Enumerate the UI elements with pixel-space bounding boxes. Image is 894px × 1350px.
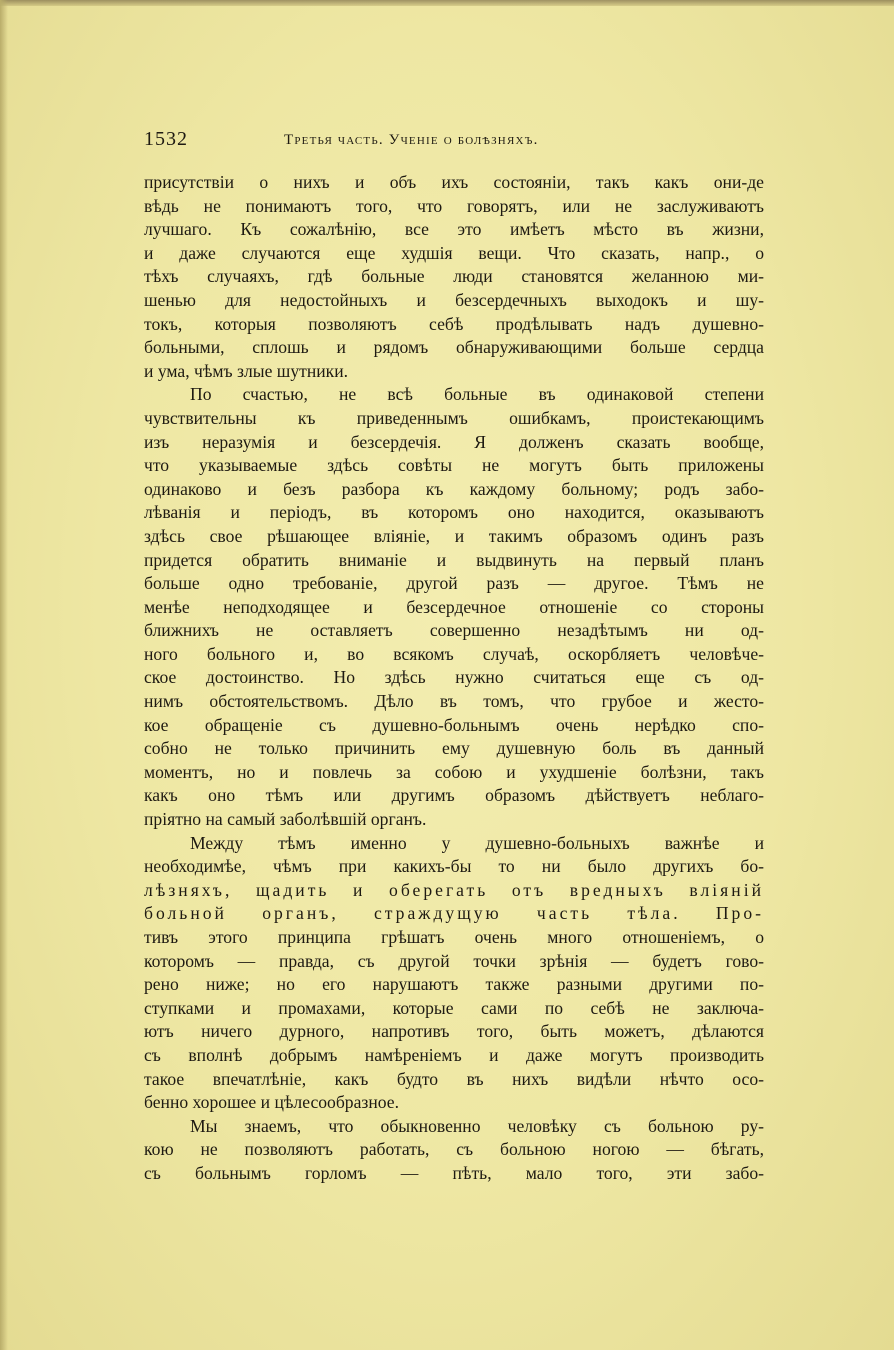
text-line: бенно хорошее и цѣлесообразное. (144, 1092, 399, 1113)
text-line: нимъ обстоятельствомъ. Дѣло въ томъ, что грубое и жесто- (144, 691, 764, 712)
text-line: ного больного и, во всякомъ случаѣ, оскорбляетъ человѣче- (144, 643, 764, 664)
text-line: что указываемые здѣсь совѣты не могутъ быть приложены (144, 455, 764, 476)
paragraph-first-line: По счастью, не всѣ больные въ одинаковой степени (190, 384, 764, 405)
text-line: и ума, чѣмъ злые шутники. (144, 360, 349, 381)
text-line-spaced: лѣзняхъ, щадить и оберегать отъ вредныхъ вліяній (144, 879, 764, 900)
text-line: съ вполнѣ добрымъ намѣреніемъ и даже могутъ производить (144, 1044, 764, 1065)
text-line: одинаково и безъ разбора къ каждому больному; родъ забо- (144, 478, 764, 499)
text-line: необходимѣе, чѣмъ при какихъ-бы то ни было другихъ бо- (144, 856, 764, 877)
text-line: собно не только причинить ему душевную боль въ данный (144, 738, 764, 759)
text-line: лучшаго. Къ сожалѣнію, все это имѣетъ мѣсто въ жизни, (144, 219, 764, 240)
text-line: придется обратить вниманіе и выдвинуть на первый планъ (144, 549, 764, 570)
text-line: менѣе неподходящее и безсердечное отношеніе со стороны (144, 596, 764, 617)
text-line: здѣсь свое рѣшающее вліяніе, и такимъ образомъ одинъ разъ (144, 525, 764, 546)
text-line: шенью для недостойныхъ и безсердечныхъ выходокъ и шу- (144, 289, 764, 310)
text-line: вѣдь не понимаютъ того, что говорятъ, или не заслуживаютъ (144, 195, 764, 216)
paragraph-first-line: Мы знаемъ, что обыкновенно человѣку съ больною ру- (190, 1115, 764, 1136)
paragraph-first-line: Между тѣмъ именно у душевно-больныхъ важнѣе и (190, 832, 764, 853)
page-top-edge (0, 0, 894, 6)
text-line: кое обращеніе съ душевно-больнымъ очень нерѣдко спо- (144, 714, 764, 735)
text-line: рено ниже; но его нарушаютъ также разными другими по- (144, 974, 764, 995)
text-line: и даже случаются еще худшія вещи. Что сказать, напр., о (144, 242, 764, 263)
text-line: ступками и промахами, которые сами по себѣ не заключа- (144, 997, 764, 1018)
text-line: больше одно требованіе, другой разъ — другое. Тѣмъ не (144, 573, 764, 594)
text-line: которомъ — правда, съ другой точки зрѣнія — будетъ гово- (144, 950, 764, 971)
text-line: съ больнымъ горломъ — пѣть, мало того, эти забо- (144, 1162, 764, 1183)
text-body (144, 171, 764, 1186)
page-header (144, 128, 764, 156)
text-line: какъ оно тѣмъ или другимъ образомъ дѣйствуетъ неблаго- (144, 785, 764, 806)
text-line: ютъ ничего дурного, напротивъ того, быть можетъ, дѣлаются (144, 1021, 764, 1042)
text-line: тивъ этого принципа грѣшатъ очень много отношеніемъ, о (144, 927, 764, 947)
text-line: лѣванія и періодъ, въ которомъ оно находится, оказываютъ (144, 502, 764, 523)
text-line: кою не позволяютъ работать, съ больною ногою — бѣгать, (144, 1139, 764, 1160)
page-left-edge (0, 0, 8, 1350)
text-line: такое впечатлѣніе, какъ будто въ нихъ видѣли нѣчто осо- (144, 1068, 764, 1089)
text-line: изъ неразумія и безсердечія. Я долженъ сказать вообще, (144, 431, 764, 452)
text-line: чувствительны къ приведеннымъ ошибкамъ, проистекающимъ (144, 407, 764, 428)
text-line: токъ, которыя позволяютъ себѣ продѣлывать надъ душевно- (144, 313, 764, 334)
text-line: пріятно на самый заболѣвшій органъ. (144, 809, 427, 830)
text-line: присутствіи о нихъ и объ ихъ состояніи, такъ какъ они-де (144, 172, 764, 192)
text-line-spaced: больной органъ, страждущую часть тѣла. Про- (144, 903, 764, 924)
text-line: моментъ, но и повлечь за собою и ухудшеніе болѣзни, такъ (144, 761, 764, 782)
page-number: 1532 (144, 128, 188, 150)
text-line: ближнихъ не оставляетъ совершенно незадѣтымъ ни од- (144, 620, 764, 641)
text-line: ское достоинство. Но здѣсь нужно считаться еще съ од- (144, 667, 764, 688)
text-line: больными, сплошь и рядомъ обнаруживающими больше сердца (144, 337, 764, 358)
running-head: Третья часть. Ученіе о болѣзняхъ. (284, 132, 539, 148)
text-line: тѣхъ случаяхъ, гдѣ больные люди становятся желанною ми- (144, 266, 764, 287)
